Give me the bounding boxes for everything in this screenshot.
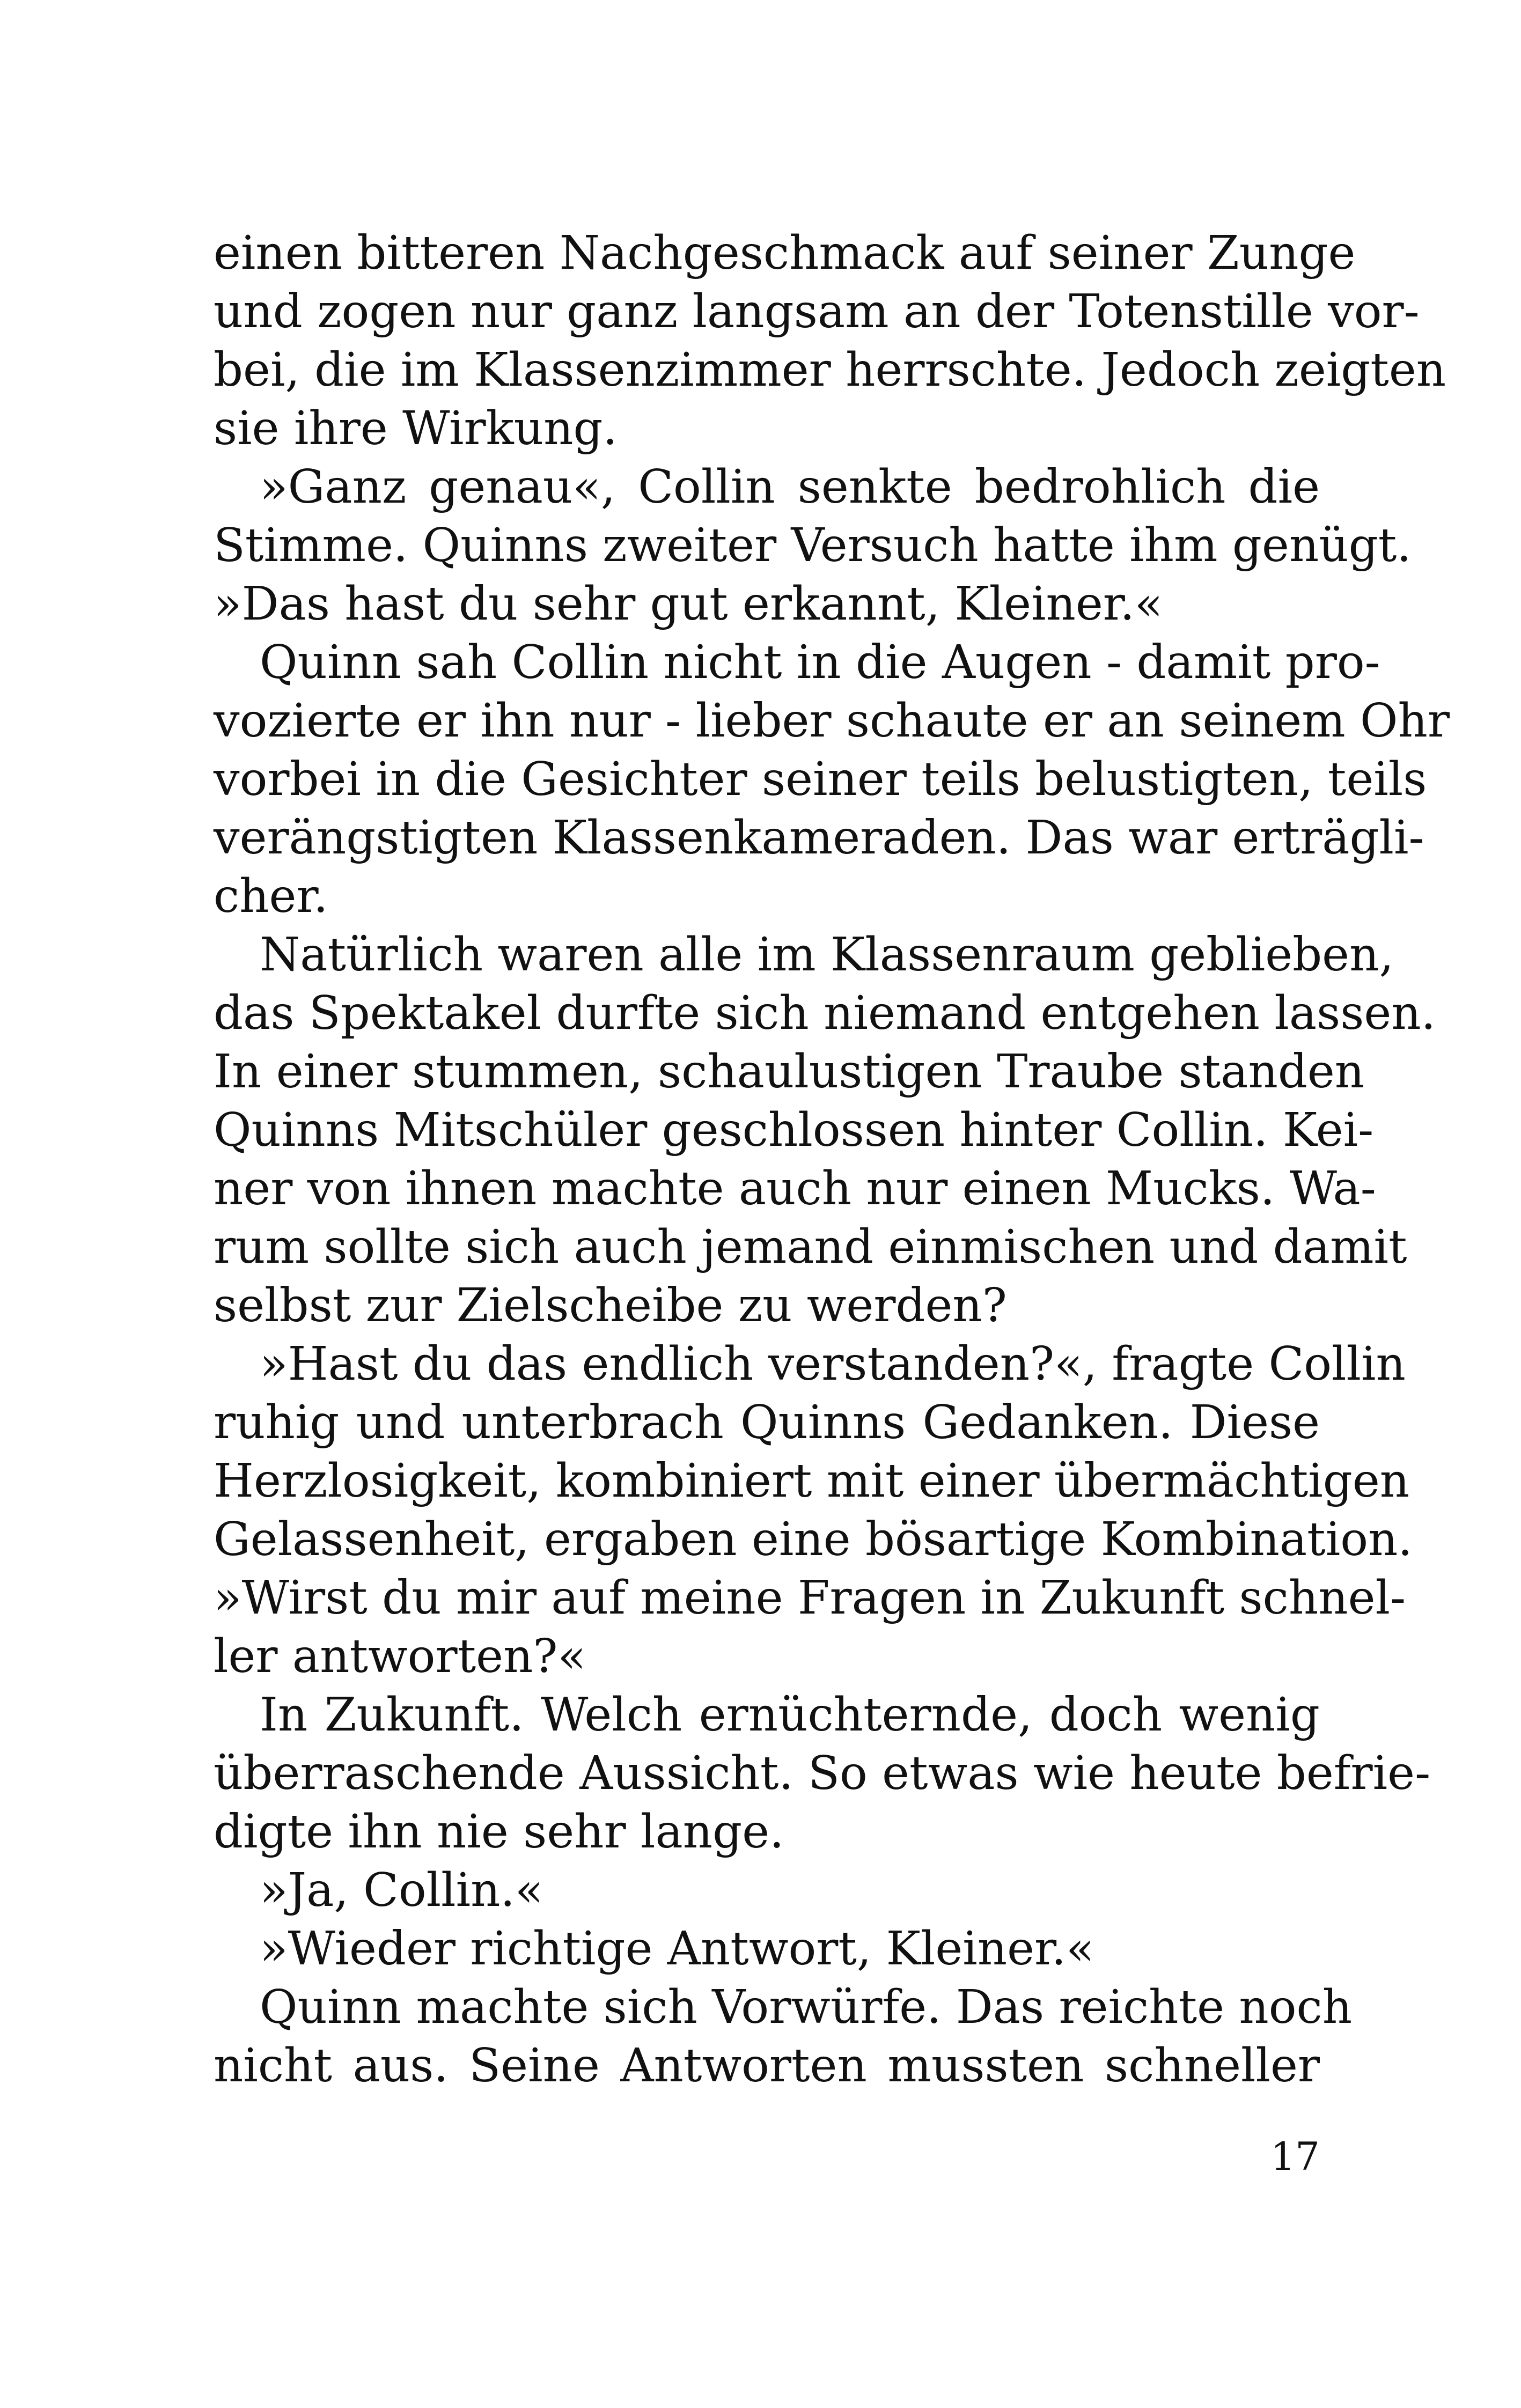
text-line: selbst zur Zielscheibe zu werden?	[214, 1279, 1007, 1332]
text-line: ler antworten?«	[214, 1630, 586, 1683]
text-line: das Spektakel durfte sich niemand entgehen lassen.	[214, 986, 1436, 1040]
text-line: nicht aus. Seine Antworten mussten schneller	[214, 2039, 1320, 2093]
text-line: ner von ihnen machte auch nur einen Mucks. Wa-	[214, 1162, 1376, 1216]
text-line: überraschende Aussicht. So etwas wie heute befrie-	[214, 1747, 1431, 1800]
text-line: »Ja, Collin.«	[260, 1864, 543, 1917]
text-line: sie ihre Wirkung.	[214, 402, 618, 455]
text-line: »Wieder richtige Antwort, Kleiner.«	[260, 1922, 1094, 1976]
text-line: Quinn machte sich Vorwürfe. Das reichte noch	[260, 1980, 1353, 2034]
text-line: In einer stummen, schaulustigen Traube standen	[214, 1045, 1365, 1099]
text-line: vorbei in die Gesichter seiner teils belustigten, teils	[214, 753, 1427, 806]
text-line: In Zukunft. Welch ernüchternde, doch wenig	[260, 1688, 1320, 1742]
body-text	[214, 224, 1450, 2095]
text-line: ruhig und unterbrach Quinns Gedanken. Diese	[214, 1396, 1320, 1449]
text-line: Gelassenheit, ergaben eine bösartige Kombination.	[214, 1513, 1413, 1566]
text-line: verängstigten Klassenkameraden. Das war erträgli-	[214, 811, 1424, 865]
text-line: Stimme. Quinns zweiter Versuch hatte ihm genügt.	[214, 519, 1412, 572]
text-line: »Hast du das endlich verstanden?«, fragte Collin	[260, 1337, 1406, 1391]
text-line: bei, die im Klassenzimmer herrschte. Jedoch zeigten	[214, 343, 1446, 397]
text-line: digte ihn nie sehr lange.	[214, 1805, 784, 1859]
text-line: rum sollte sich auch jemand einmischen und damit	[214, 1220, 1407, 1274]
page-number: 17	[1270, 2134, 1320, 2179]
text-line: vozierte er ihn nur - lieber schaute er an seinem Ohr	[214, 694, 1450, 748]
text-line: Quinn sah Collin nicht in die Augen - damit pro-	[260, 636, 1380, 689]
text-line: Quinns Mitschüler geschlossen hinter Collin. Kei-	[214, 1103, 1374, 1157]
text-line: cher.	[214, 870, 328, 923]
text-line: »Ganz genau«, Collin senkte bedrohlich die	[260, 460, 1320, 514]
text-line: und zogen nur ganz langsam an der Totenstille vor-	[214, 285, 1420, 338]
text-line: Herzlosigkeit, kombiniert mit einer übermächtigen	[214, 1454, 1410, 1508]
text-line: »Das hast du sehr gut erkannt, Kleiner.«	[214, 577, 1163, 631]
text-line: einen bitteren Nachgeschmack auf seiner Zunge	[214, 226, 1356, 280]
text-line: »Wirst du mir auf meine Fragen in Zukunft schnel-	[214, 1571, 1406, 1625]
text-line: Natürlich waren alle im Klassenraum geblieben,	[260, 928, 1394, 982]
